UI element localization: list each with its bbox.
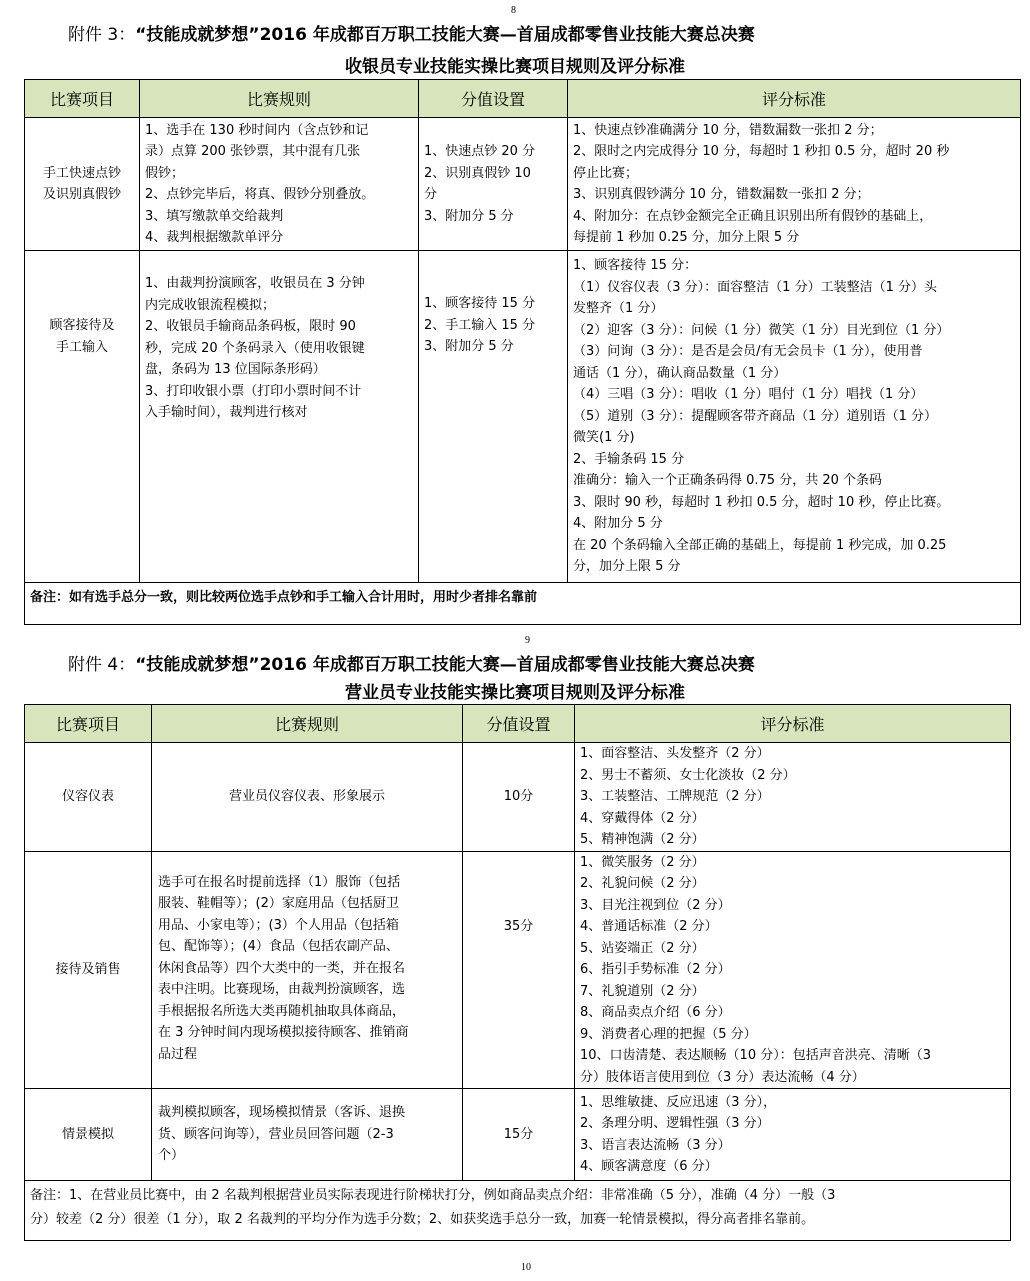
appendix3-title-main: “技能成就梦想”2016 年成都百万职工技能大赛—首届成都零售业技能大赛总决赛 [135, 25, 755, 45]
appendix3-note: 备注：如有选手总分一致，则比较两位选手点钞和手工输入合计用时，用时少者排名靠前 [25, 583, 1021, 625]
appendix4-title-main: “技能成就梦想”2016 年成都百万职工技能大赛—首届成都零售业技能大赛总决赛 [135, 655, 755, 675]
table-row [25, 1089, 1011, 1181]
rules-cell: 裁判模拟顾客，现场模拟情景（客诉、退换 货、顾客问询等），营业员回答问题（2-3 个） [152, 1089, 463, 1181]
header-scores: 分值设置 [419, 80, 568, 118]
appendix3-table [24, 79, 1021, 625]
page-number-bottom: 10 [521, 1262, 531, 1273]
item-cell: 接待及销售 [25, 851, 152, 1089]
appendix4-title-line1 [68, 650, 755, 675]
page-number-top: 8 [511, 5, 516, 16]
header-rules: 比赛规则 [140, 80, 419, 118]
table-note-row [25, 583, 1021, 625]
header-scores: 分值设置 [463, 705, 575, 743]
rules-cell: 1、由裁判扮演顾客，收银员在 3 分钟 内完成收银流程模拟； 2、收银员手输商品条码板，限时 90 秒，完成 20 个条码录入（使用收银键 盘，条码为 13 位国际条形码） 3、打印收银小票（打印小票时间不计 入手输时间），裁判进行核对 [140, 251, 419, 583]
table-row [25, 118, 1021, 251]
scores-cell: 1、快速点钞 20 分 2、识别真假钞 10 分 3、附加分 5 分 [419, 118, 568, 251]
score-cell: 10分 [463, 743, 575, 852]
criteria-cell: 1、快速点钞准确满分 10 分，错数漏数一张扣 2 分； 2、限时之内完成得分 10 分，每超时 1 秒扣 0.5 分，超时 20 秒 停止比赛； 3、识别真假钞满分 10 分，错数漏数一张扣 2 分； 4、附加分：在点钞金额完全正确且识别出所有假钞的基础上， 每提前 1 秒加 0.25 分，加分上限 5 分 [568, 118, 1021, 251]
item-cell: 情景模拟 [25, 1089, 152, 1181]
appendix4-title-lead: 附件 4： [68, 655, 136, 675]
appendix3-title-line1 [68, 20, 755, 45]
appendix3-title-lead: 附件 3： [68, 25, 136, 45]
criteria-cell: 1、面容整洁、头发整齐（2 分） 2、男士不蓄须、女士化淡妆（2 分） 3、工装整洁、工牌规范（2 分） 4、穿戴得体（2 分） 5、精神饱满（2 分） [575, 743, 1011, 852]
rules-cell: 选手可在报名时提前选择（1）服饰（包括 服装、鞋帽等）；(2）家庭用品（包括厨卫 用品、小家电等）；(3）个人用品（包括箱 包、配饰等）；(4）食品（包括农副产品、 休闲食品等）四个大类中的一类，并在报名 表中注明。比赛现场，由裁判扮演顾客，选 手根据报名所选大类再随机抽取具体商品， 在 3 分钟时间内现场模拟接待顾客、推销商 品过程 [152, 851, 463, 1089]
scores-cell: 1、顾客接待 15 分 2、手工输入 15 分 3、附加分 5 分 [419, 251, 568, 583]
appendix4-table [24, 704, 1011, 1241]
rules-cell: 1、选手在 130 秒时间内（含点钞和记 录）点算 200 张钞票，其中混有几张 假钞； 2、点钞完毕后，将真、假钞分别叠放。 3、填写缴款单交给裁判 4、裁判根据缴款单评分 [140, 118, 419, 251]
criteria-cell: 1、思维敏捷、反应迅速（3 分）， 2、条理分明、逻辑性强（3 分） 3、语言表达流畅（3 分） 4、顾客满意度（6 分） [575, 1089, 1011, 1181]
score-cell: 15分 [463, 1089, 575, 1181]
table-row [25, 251, 1021, 583]
rules-cell: 营业员仪容仪表、形象展示 [152, 743, 463, 852]
header-criteria: 评分标准 [575, 705, 1011, 743]
score-cell: 35分 [463, 851, 575, 1089]
table-header-row [25, 705, 1011, 743]
appendix4-title-line2: 营业员专业技能实操比赛项目规则及评分标准 [345, 683, 685, 703]
header-criteria: 评分标准 [568, 80, 1021, 118]
item-cell: 顾客接待及 手工输入 [25, 251, 140, 583]
item-cell: 手工快速点钞 及识别真假钞 [25, 118, 140, 251]
criteria-cell: 1、顾客接待 15 分： （1）仪容仪表（3 分）：面容整洁（1 分）工装整洁（1 分）头 发整齐（1 分） （2）迎客（3 分）：问候（1 分）微笑（1 分）目光到位（1 分） （3）问询（3 分）：是否是会员/有无会员卡（1 分），使用普 通话（1 分），确认商品数量（1 分） （4）三唱（3 分）：唱收（1 分）唱付（1 分）唱找（1 分） （5）道别（3 分）：提醒顾客带齐商品（1 分）道别语（1 分） 微笑(1 分) 2、手输条码 15 分 准确分：输入一个正确条码得 0.75 分，共 20 个条码 3、限时 90 秒，每超时 1 秒扣 0.5 分，超时 10 秒，停止比赛。 4、附加分 5 分 在 20 个条码输入全部正确的基础上，每提前 1 秒完成，加 0.25 分，加分上限 5 分 [568, 251, 1021, 583]
header-rules: 比赛规则 [152, 705, 463, 743]
table-note-row [25, 1181, 1011, 1241]
appendix4-note: 备注：1、在营业员比赛中，由 2 名裁判根据营业员实际表现进行阶梯状打分，例如商品卖点介绍：非常准确（5 分），准确（4 分）一般（3 分）较差（2 分）很差（1 分），取 2 名裁判的平均分作为选手分数；2、如获奖选手总分一致，加赛一轮情景模拟，得分高者排名靠前。 [25, 1181, 1011, 1241]
item-cell: 仪容仪表 [25, 743, 152, 852]
table-row [25, 743, 1011, 852]
header-item: 比赛项目 [25, 705, 152, 743]
table-row [25, 851, 1011, 1089]
header-item: 比赛项目 [25, 80, 140, 118]
table-header-row [25, 80, 1021, 118]
page-number-middle: 9 [525, 635, 530, 646]
appendix3-title-line2: 收银员专业技能实操比赛项目规则及评分标准 [345, 57, 685, 77]
criteria-cell: 1、微笑服务（2 分） 2、礼貌问候（2 分） 3、目光注视到位（2 分） 4、普通话标准（2 分） 5、站姿端正（2 分） 6、指引手势标准（2 分） 7、礼貌道别（2 分） 8、商品卖点介绍（6 分） 9、消费者心理的把握（5 分） 10、口齿清楚、表达顺畅（10 分）：包括声音洪亮、清晰（3 分）肢体语言使用到位（3 分）表达流畅（4 分） [575, 851, 1011, 1089]
